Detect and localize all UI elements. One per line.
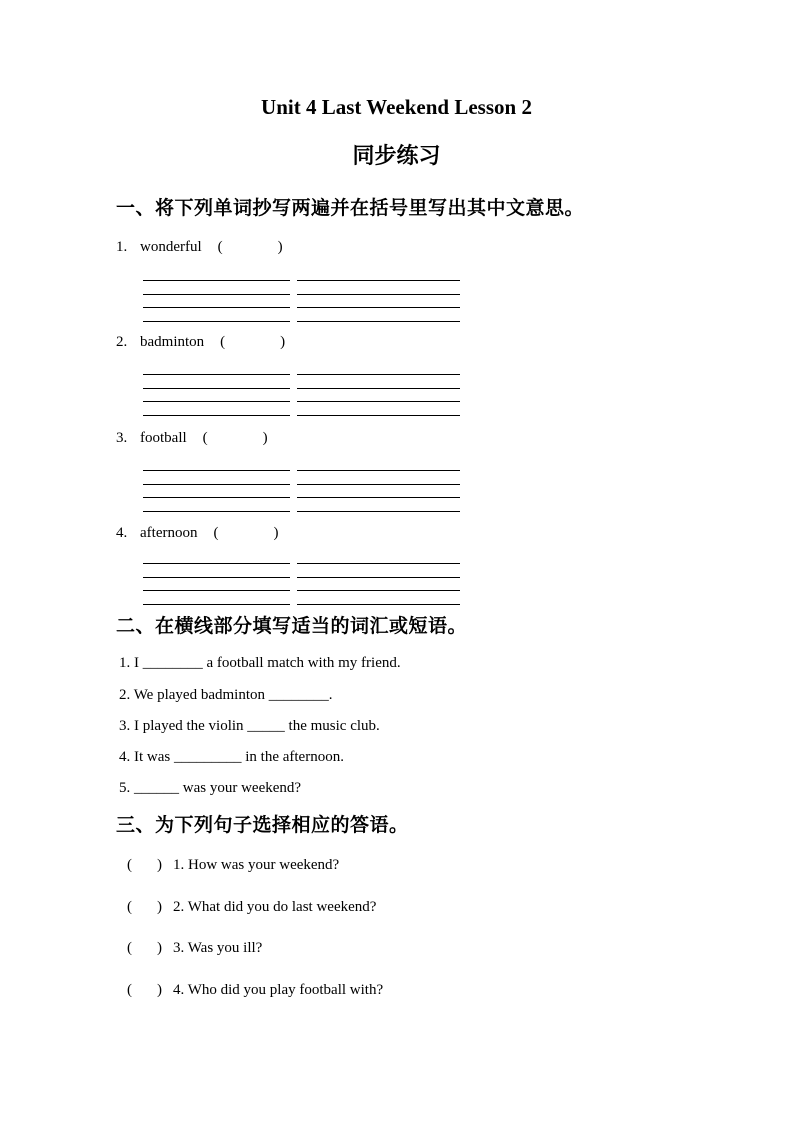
answer-paren-close: ) xyxy=(157,940,162,956)
question-text: 2. What did you do last weekend? xyxy=(173,899,377,915)
paren-open: ( xyxy=(213,525,219,541)
paren-close: ) xyxy=(280,334,286,350)
page-subtitle: 同步练习 xyxy=(352,143,441,168)
writing-line xyxy=(143,511,290,512)
word-item-badminton xyxy=(116,334,285,351)
writing-lines-column xyxy=(143,374,290,416)
writing-line xyxy=(297,374,460,375)
writing-line xyxy=(143,577,290,578)
writing-line xyxy=(297,388,460,389)
writing-lines-column xyxy=(297,280,460,322)
writing-line xyxy=(297,577,460,578)
paren-open: ( xyxy=(217,239,223,255)
writing-lines-column xyxy=(143,563,290,605)
writing-line xyxy=(143,563,290,564)
writing-line xyxy=(297,401,460,402)
match-question-4 xyxy=(127,982,383,999)
writing-line xyxy=(143,307,290,308)
answer-paren-open: ( xyxy=(127,857,132,873)
word-item-wonderful xyxy=(116,239,283,256)
paren-open: ( xyxy=(202,430,208,446)
writing-lines-group-2 xyxy=(143,374,460,416)
writing-line xyxy=(297,590,460,591)
match-question-2 xyxy=(127,899,376,916)
question-text: 4. Who did you play football with? xyxy=(173,982,384,998)
item-number: 1. xyxy=(116,239,128,255)
match-question-1 xyxy=(127,857,339,874)
paren-close: ) xyxy=(273,525,279,541)
answer-paren-open: ( xyxy=(127,940,132,956)
writing-line xyxy=(143,388,290,389)
writing-line xyxy=(297,415,460,416)
writing-line xyxy=(297,294,460,295)
writing-line xyxy=(297,321,460,322)
answer-paren-open: ( xyxy=(127,899,132,915)
writing-line xyxy=(143,321,290,322)
writing-line xyxy=(297,563,460,564)
writing-lines-group-1 xyxy=(143,280,460,322)
answer-paren-open: ( xyxy=(127,982,132,998)
writing-line xyxy=(143,497,290,498)
writing-line xyxy=(143,294,290,295)
match-question-3 xyxy=(127,940,262,957)
section-one-heading: 一、将下列单词抄写两遍并在括号里写出其中文意思。 xyxy=(116,198,585,219)
item-word: wonderful xyxy=(140,239,202,255)
paren-close: ) xyxy=(262,430,268,446)
word-item-football xyxy=(116,430,268,447)
writing-line xyxy=(143,374,290,375)
paren-close: ) xyxy=(277,239,283,255)
question-text: 1. How was your weekend? xyxy=(173,857,340,873)
paren-open: ( xyxy=(220,334,226,350)
writing-line xyxy=(297,604,460,605)
writing-line xyxy=(297,280,460,281)
question-text: 3. Was you ill? xyxy=(173,940,263,956)
item-word: afternoon xyxy=(140,525,198,541)
word-item-afternoon xyxy=(116,525,278,542)
answer-paren-close: ) xyxy=(157,982,162,998)
page-title: Unit 4 Last Weekend Lesson 2 xyxy=(261,95,532,119)
writing-line xyxy=(143,470,290,471)
writing-line xyxy=(143,604,290,605)
writing-line xyxy=(143,401,290,402)
writing-line xyxy=(297,484,460,485)
item-number: 3. xyxy=(116,430,128,446)
item-word: badminton xyxy=(140,334,205,350)
writing-lines-group-4 xyxy=(143,563,460,605)
section-three-heading: 三、为下列句子选择相应的答语。 xyxy=(116,815,409,836)
fill-blank-sentence-2: 2. We played badminton ________. xyxy=(119,687,333,703)
answer-paren-close: ) xyxy=(157,857,162,873)
answer-paren-close: ) xyxy=(157,899,162,915)
item-number: 4. xyxy=(116,525,128,541)
item-number: 2. xyxy=(116,334,128,350)
writing-line xyxy=(143,590,290,591)
item-word: football xyxy=(140,430,187,446)
writing-line xyxy=(143,484,290,485)
writing-line xyxy=(297,497,460,498)
writing-lines-column xyxy=(143,280,290,322)
writing-lines-column xyxy=(297,374,460,416)
writing-line xyxy=(143,280,290,281)
writing-lines-group-3 xyxy=(143,470,460,512)
writing-line xyxy=(297,511,460,512)
writing-line xyxy=(143,415,290,416)
fill-blank-sentence-5: 5. ______ was your weekend? xyxy=(119,780,302,796)
writing-lines-column xyxy=(143,470,290,512)
writing-lines-column xyxy=(297,563,460,605)
writing-line xyxy=(297,307,460,308)
writing-line xyxy=(297,470,460,471)
fill-blank-sentence-3: 3. I played the violin _____ the music club. xyxy=(119,718,380,734)
fill-blank-sentence-4: 4. It was _________ in the afternoon. xyxy=(119,749,344,765)
fill-blank-sentence-1: 1. I ________ a football match with my friend. xyxy=(119,655,401,671)
writing-lines-column xyxy=(297,470,460,512)
section-two-heading: 二、在横线部分填写适当的词汇或短语。 xyxy=(116,616,468,637)
